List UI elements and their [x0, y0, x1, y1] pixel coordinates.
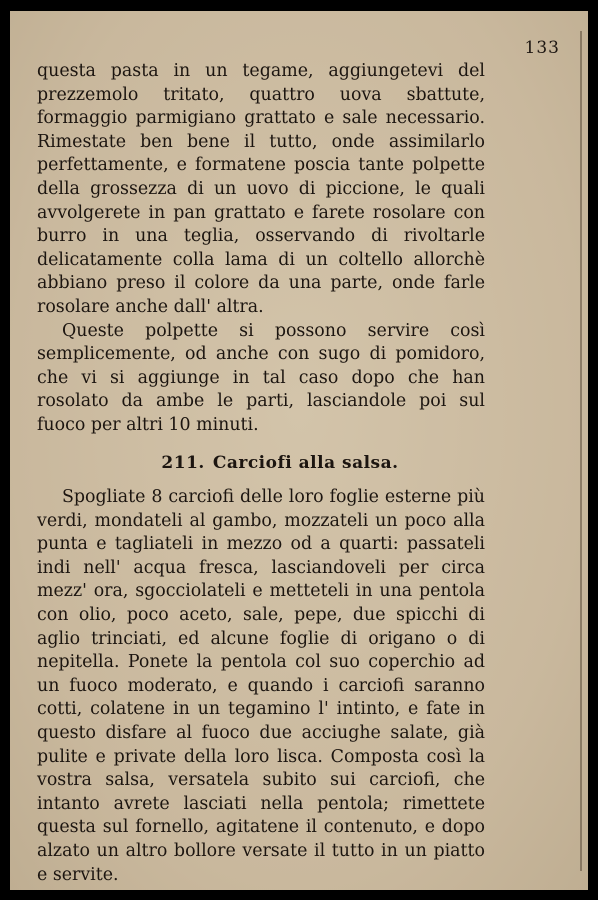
paragraph-continuation: questa pasta in un tegame, aggiungetevi del prezzemolo tritato, quattro uova sbattute, formaggio parmigiano grattato e sale necessario. Rimestate ben bene il tutto, onde assimilarlo perfettamente, e formatene poscia tante polpette della grossezza di un uovo di piccione, le quali avvolgerete in pan grattato e farete rosolare con burro in una teglia, osservando di rivoltarle delicatamente colla lama di un coltello allorchè abbiano preso il colore da una parte, onde farle rosolare anche dall' altra.: [37, 61, 485, 317]
page-edge-line: [580, 31, 582, 871]
recipe-heading: [37, 452, 485, 476]
book-page: [10, 11, 588, 890]
recipe-title: Carciofi alla salsa.: [212, 452, 399, 473]
recipe-body: Spogliate 8 carciofi delle loro foglie esterne più verdi, mondateli al gambo, mozzateli un poco alla punta e tagliateli in mezzo od a quarti: passateli indi nell' acqua fresca, lasciandoveli per circa mezz' ora, sgocciolateli e metteteli in una pentola con olio, poco aceto, sale, pepe, due spicchi di aglio trinciati, ed alcune foglie di origano o di nepitella. Ponete la pentola col suo coperchio ad un fuoco moderato, e quando i carciofi saranno cotti, colatene in un tegamino l' intinto, e fate in questo disfare al fuoco due acciughe salate, già pulite e private della loro lisca. Composta così la vostra salsa, versatela subito sui carciofi, che intanto avrete lasciati nella pentola; rimettete questa sul fornello, agitatene il contenuto, e dopo alzato un altro bollore versate il tutto in un piatto e servite.: [37, 487, 485, 885]
recipe-number: 211.: [161, 452, 205, 473]
paragraph-serving: Queste polpette si possono servire così semplicemente, od anche con sugo di pomidoro, che vi si aggiunge in tal caso dopo che han rosolato da ambe le parti, lasciandole poi sul fuoco per altri 10 minuti.: [37, 320, 485, 435]
page-number: 133: [524, 38, 560, 58]
page-text: [37, 60, 485, 887]
